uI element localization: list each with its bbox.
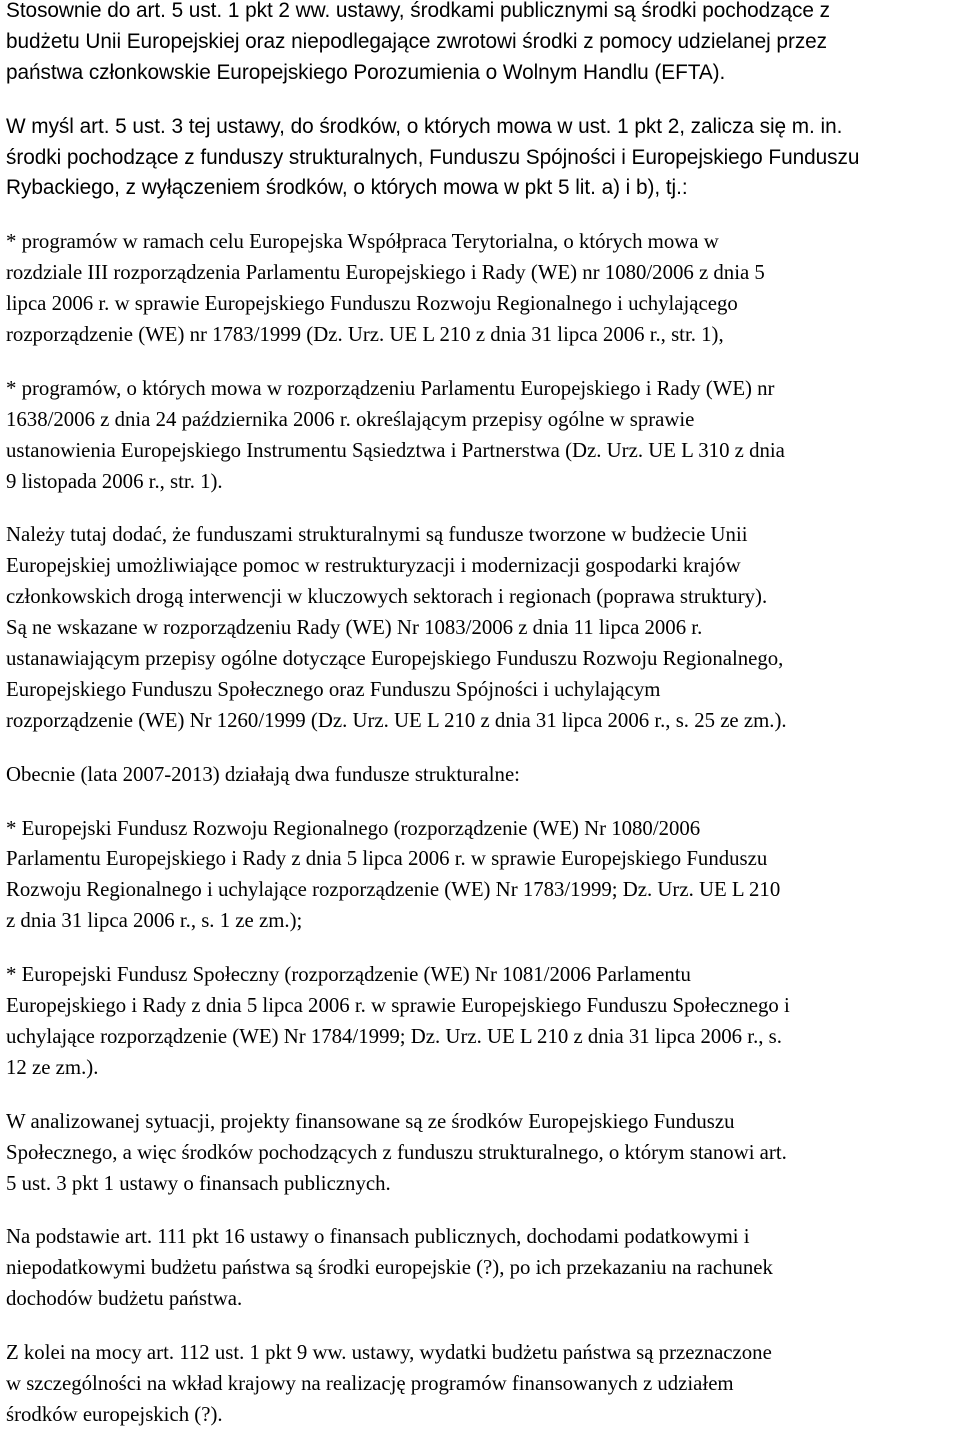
text-line: lipca 2006 r. w sprawie Europejskiego Funduszu Rozwoju Regionalnego i uchylającego: [6, 292, 738, 316]
text-line: Społecznego, a więc środków pochodzących z funduszu strukturalnego, o którym stanowi art.: [6, 1140, 787, 1164]
text-line: * Europejski Fundusz Rozwoju Regionalnego (rozporządzenie (WE) Nr 1080/2006: [6, 816, 701, 840]
text-line: Europejskiej umożliwiające pomoc w restrukturyzacji i modernizacji gospodarki krajów: [6, 554, 741, 578]
text-line: Są ne wskazane w rozporządzeniu Rady (WE) Nr 1083/2006 z dnia 11 lipca 2006 r.: [6, 616, 703, 640]
text-line: Obecnie (lata 2007-2013) działają dwa fundusze strukturalne:: [6, 762, 520, 786]
text-line: dochodów budżetu państwa.: [6, 1287, 243, 1311]
text-line: 5 ust. 3 pkt 1 ustawy o finansach publicznych.: [6, 1171, 391, 1195]
text-line: Na podstawie art. 111 pkt 16 ustawy o finansach publicznych, dochodami podatkowymi i: [6, 1225, 750, 1249]
text-line: państwa członkowskie Europejskiego Porozumienia o Wolnym Handlu (EFTA).: [6, 60, 726, 84]
text-line: niepodatkowymi budżetu państwa są środki europejskie (?), po ich przekazaniu na rachunek: [6, 1256, 773, 1280]
text-line: W myśl art. 5 ust. 3 tej ustawy, do środków, o których mowa w ust. 1 pkt 2, zalicza się m. in.: [6, 114, 843, 138]
paragraph-1: [6, 0, 956, 89]
text-line: rozporządzenie (WE) nr 1783/1999 (Dz. Urz. UE L 210 z dnia 31 lipca 2006 r., str. 1),: [6, 323, 724, 347]
paragraph-5: [6, 520, 956, 736]
paragraph-9: [6, 1107, 956, 1200]
text-line: ustanowienia Europejskiego Instrumentu Sąsiedztwa i Partnerstwa (Dz. Urz. UE L 310 z dnia: [6, 438, 785, 462]
text-line: w szczególności na wkład krajowy na realizację programów finansowanych z udziałem: [6, 1371, 734, 1395]
text-line: Z kolei na mocy art. 112 ust. 1 pkt 9 ww. ustawy, wydatki budżetu państwa są przeznaczone: [6, 1341, 772, 1365]
paragraph-8: [6, 960, 956, 1084]
text-line: 1638/2006 z dnia 24 października 2006 r. określającym przepisy ogólne w sprawie: [6, 407, 695, 431]
paragraph-11: [6, 1338, 956, 1431]
text-line: Parlamentu Europejskiego i Rady z dnia 5 lipca 2006 r. w sprawie Europejskiego Funduszu: [6, 847, 768, 871]
text-line: środki pochodzące z funduszy strukturalnych, Funduszu Spójności i Europejskiego Funduszu: [6, 145, 860, 169]
text-line: 9 listopada 2006 r., str. 1).: [6, 469, 223, 493]
text-line: z dnia 31 lipca 2006 r., s. 1 ze zm.);: [6, 909, 303, 933]
text-line: Stosownie do art. 5 ust. 1 pkt 2 ww. ustawy, środkami publicznymi są środki pochodzące z: [6, 0, 831, 22]
text-line: 12 ze zm.).: [6, 1055, 99, 1079]
text-line: Europejskiego Funduszu Społecznego oraz Funduszu Spójności i uchylającym: [6, 677, 661, 701]
text-line: budżetu Unii Europejskiej oraz niepodlegające zwrotowi środki z pomocy udzielanej przez: [6, 29, 828, 53]
text-line: Należy tutaj dodać, że funduszami strukturalnymi są fundusze tworzone w budżecie Unii: [6, 523, 748, 547]
text-line: członkowskich drogą interwencji w kluczowych sektorach i regionach (poprawa struktury).: [6, 585, 768, 609]
text-line: uchylające rozporządzenie (WE) Nr 1784/1999; Dz. Urz. UE L 210 z dnia 31 lipca 2006 r., s.: [6, 1024, 782, 1048]
text-line: rozporządzenie (WE) Nr 1260/1999 (Dz. Urz. UE L 210 z dnia 31 lipca 2006 r., s. 25 ze zm.).: [6, 708, 787, 732]
text-line: * Europejski Fundusz Społeczny (rozporządzenie (WE) Nr 1081/2006 Parlamentu: [6, 963, 691, 987]
paragraph-6: [6, 760, 956, 791]
paragraph-3: [6, 227, 956, 351]
text-line: W analizowanej sytuacji, projekty finansowane są ze środków Europejskiego Funduszu: [6, 1109, 735, 1133]
text-line: ustanawiającym przepisy ogólne dotyczące Europejskiego Funduszu Rozwoju Regionalnego,: [6, 647, 784, 671]
text-line: Europejskiego i Rady z dnia 5 lipca 2006 r. w sprawie Europejskiego Funduszu Społecznego i: [6, 994, 790, 1018]
text-line: Rybackiego, z wyłączeniem środków, o których mowa w pkt 5 lit. a) i b), tj.:: [6, 176, 688, 200]
paragraph-4: [6, 374, 956, 498]
text-line: rozdziale III rozporządzenia Parlamentu Europejskiego i Rady (WE) nr 1080/2006 z dnia 5: [6, 261, 765, 285]
text-line: * programów, o których mowa w rozporządzeniu Parlamentu Europejskiego i Rady (WE) nr: [6, 376, 775, 400]
paragraph-10: [6, 1222, 956, 1315]
document-page: [6, 0, 956, 1454]
paragraph-7: [6, 814, 956, 938]
text-line: środków europejskich (?).: [6, 1402, 223, 1426]
text-line: Rozwoju Regionalnego i uchylające rozporządzenie (WE) Nr 1783/1999; Dz. Urz. UE L 210: [6, 878, 781, 902]
paragraph-2: [6, 112, 956, 205]
text-line: * programów w ramach celu Europejska Współpraca Terytorialna, o których mowa w: [6, 230, 719, 254]
